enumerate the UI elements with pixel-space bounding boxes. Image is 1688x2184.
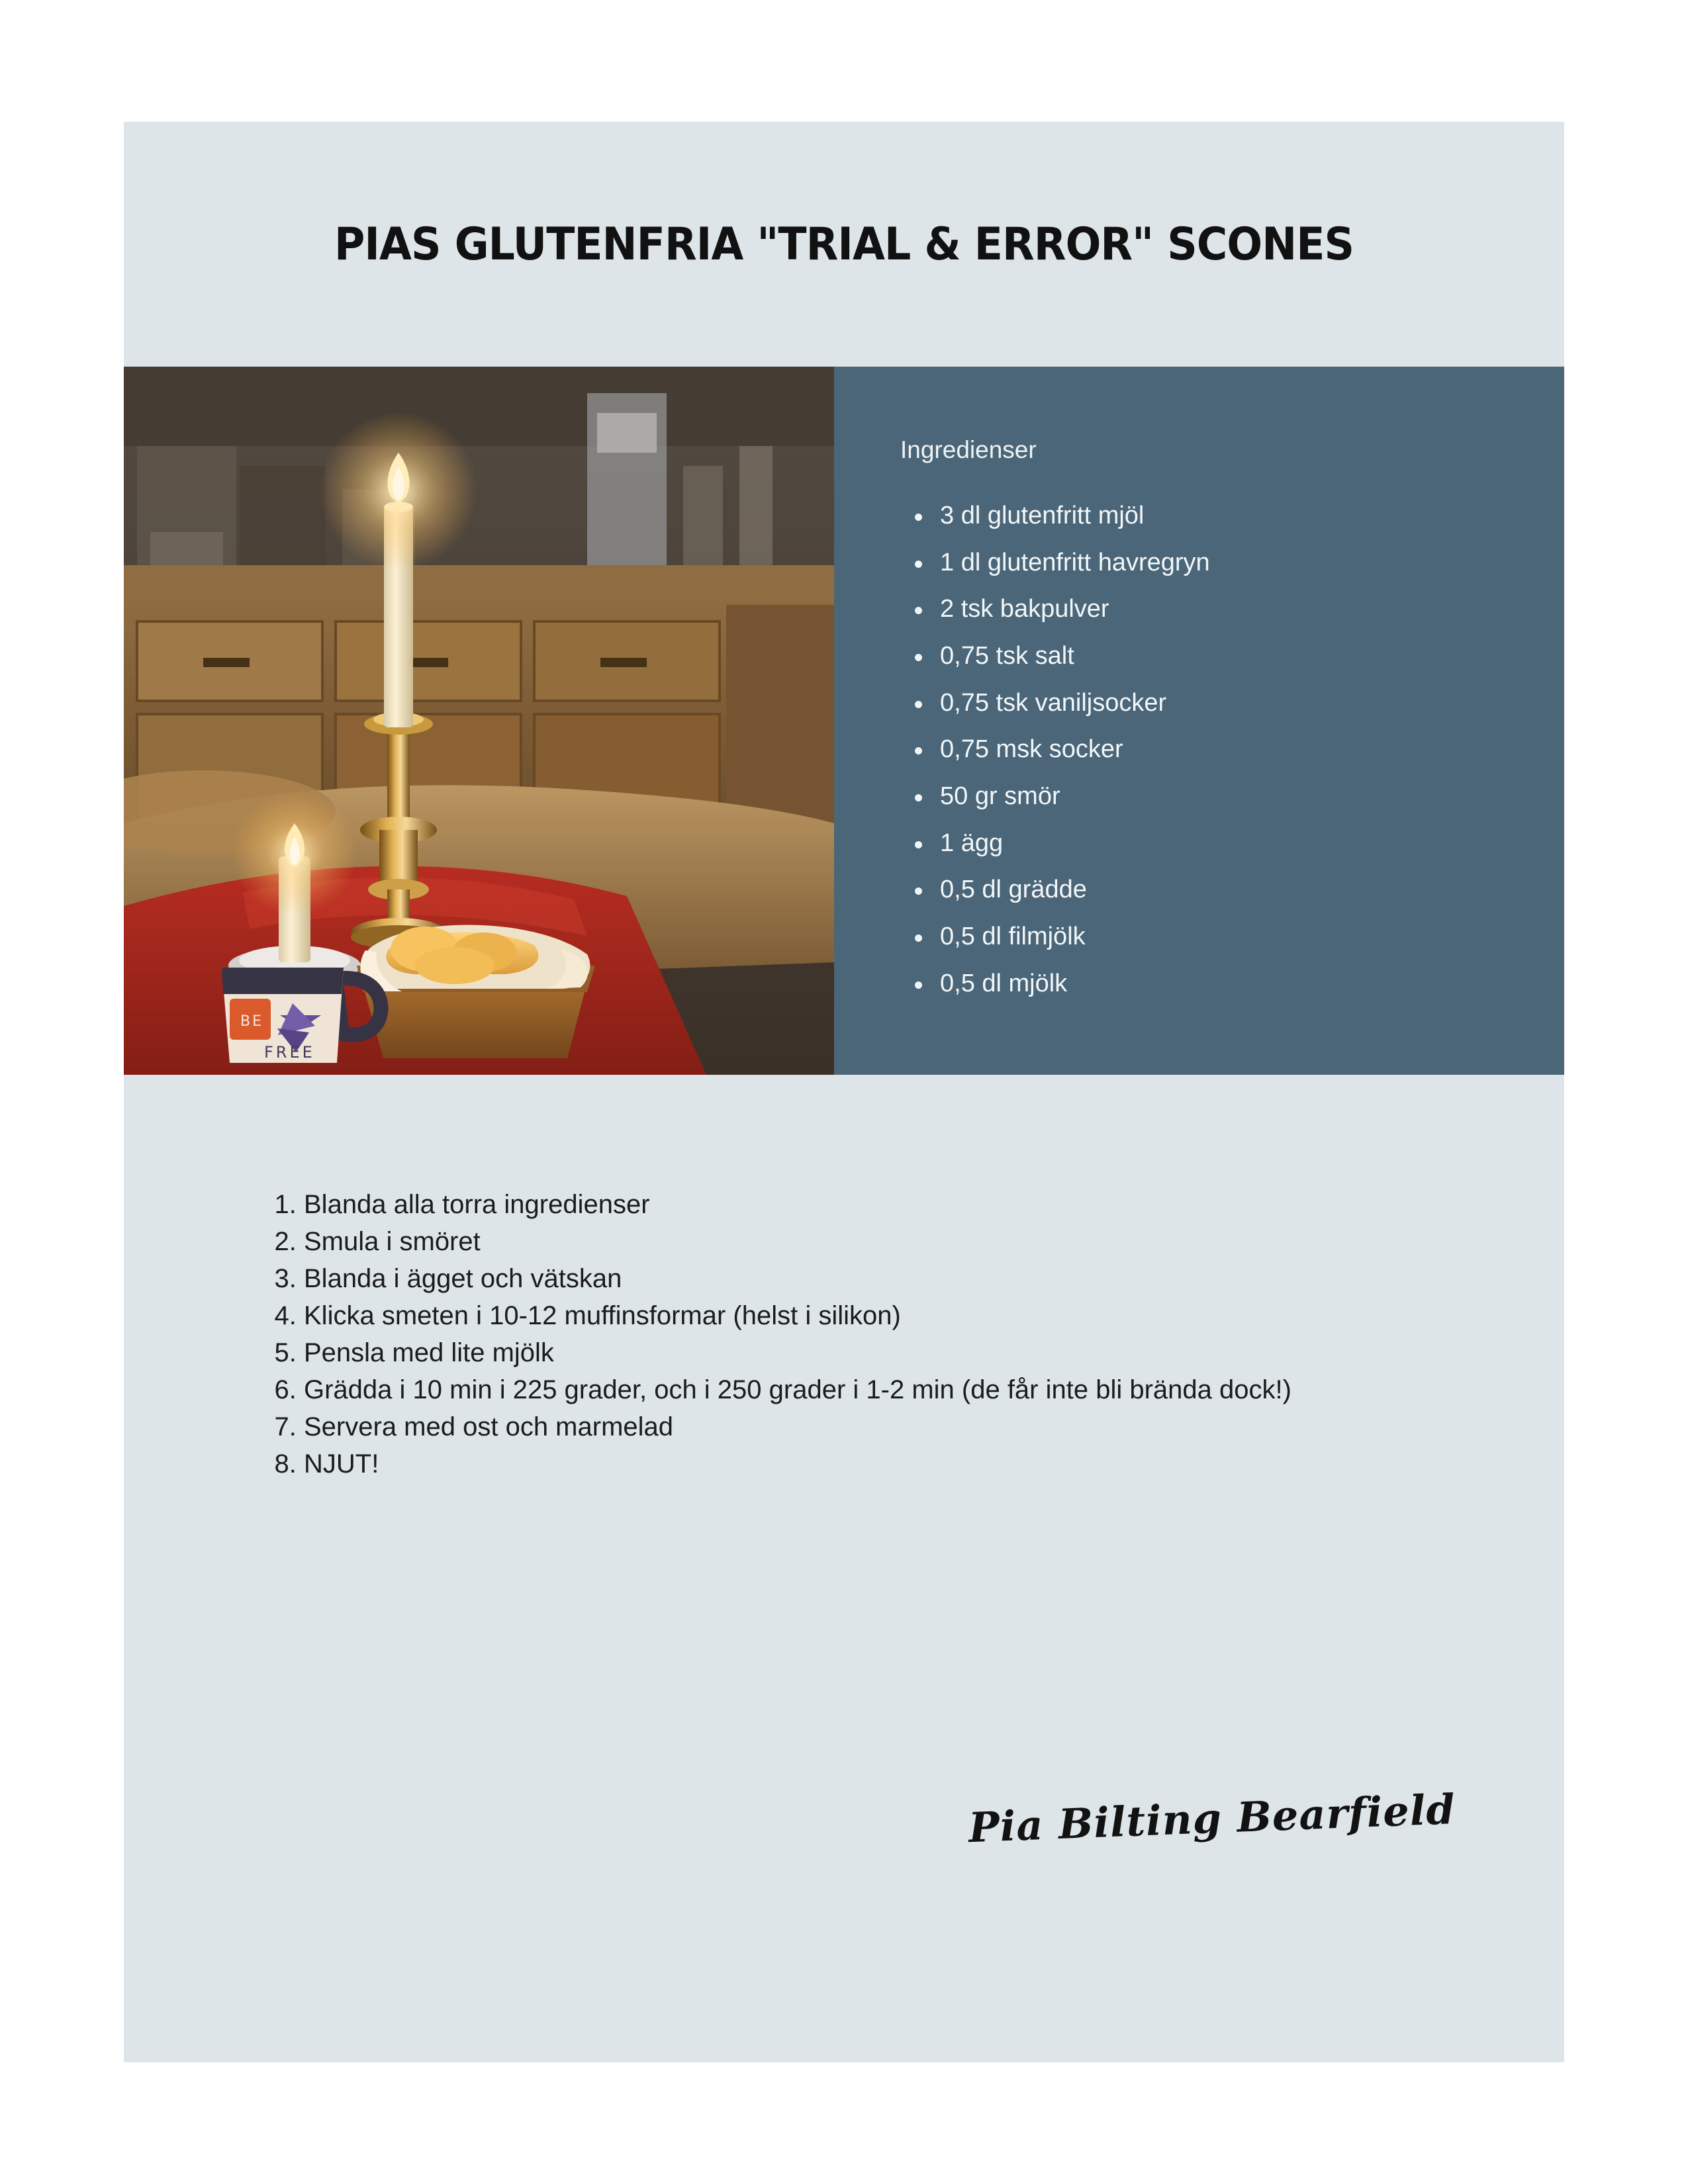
list-item: 3 dl glutenfritt mjöl (940, 502, 1518, 529)
list-item: 0,75 msk socker (940, 736, 1518, 763)
instructions-section (124, 1075, 1564, 1484)
author-signature: Pia Bilting Bearfield (967, 1785, 1456, 1852)
list-item: 4. Klicka smeten i 10-12 muffinsformar (helst i silikon) (304, 1298, 1458, 1333)
title-band (124, 122, 1564, 367)
recipe-card (124, 122, 1564, 2062)
list-item: 0,5 dl grädde (940, 876, 1518, 903)
svg-text:BE: BE (240, 1013, 263, 1030)
list-item: 3. Blanda i ägget och vätskan (304, 1261, 1458, 1296)
list-item: 2. Smula i smöret (304, 1224, 1458, 1259)
list-item: 0,5 dl filmjölk (940, 923, 1518, 950)
list-item: 7. Servera med ost och marmelad (304, 1410, 1458, 1444)
instructions-list (256, 1187, 1458, 1481)
list-item: 0,75 tsk vaniljsocker (940, 690, 1518, 717)
list-item: 5. Pensla med lite mjölk (304, 1336, 1458, 1370)
list-item: 1 ägg (940, 830, 1518, 857)
ingredients-heading: Ingredienser (900, 436, 1037, 463)
page-title: PIAS GLUTENFRIA "TRIAL & ERROR" SCONES (334, 218, 1354, 271)
list-item: 6. Grädda i 10 min i 225 grader, och i 250 grader i 1-2 min (de får inte bli brända dock!) (304, 1373, 1458, 1407)
list-item: 0,5 dl mjölk (940, 970, 1518, 997)
recipe-photo (124, 367, 834, 1075)
list-item: 8. NJUT! (304, 1447, 1458, 1481)
media-row (124, 367, 1564, 1075)
list-item: 1 dl glutenfritt havregryn (940, 549, 1518, 576)
list-item: 0,75 tsk salt (940, 643, 1518, 670)
list-item: 50 gr smör (940, 783, 1518, 810)
ingredients-list (900, 502, 1518, 997)
list-item: 2 tsk bakpulver (940, 596, 1518, 623)
ingredients-panel (834, 367, 1564, 1075)
list-item: 1. Blanda alla torra ingredienser (304, 1187, 1458, 1222)
svg-text:FREE: FREE (264, 1043, 315, 1062)
